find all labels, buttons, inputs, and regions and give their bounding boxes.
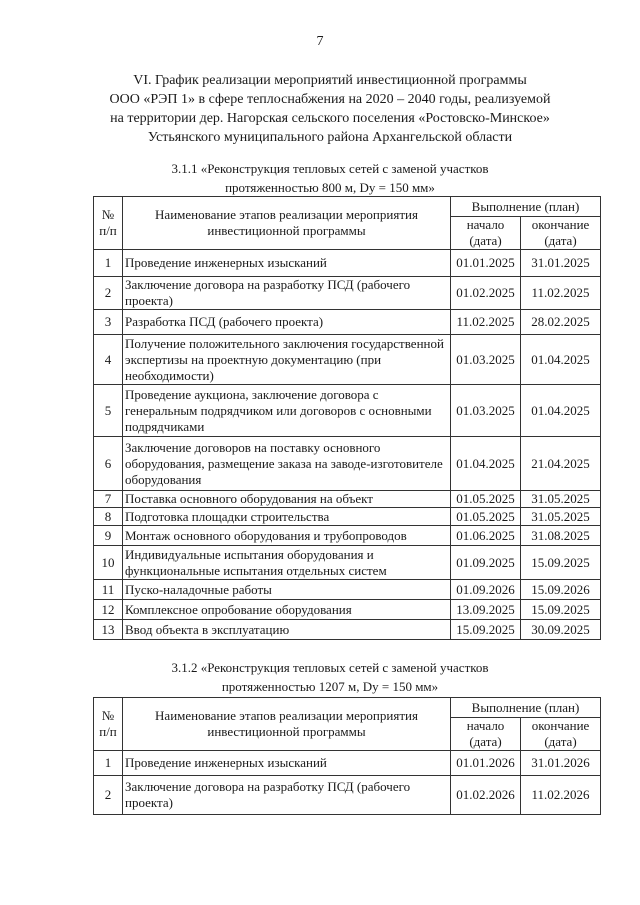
table-row	[94, 437, 601, 491]
row-number: 12	[94, 600, 123, 620]
header-num: № п/п	[94, 197, 123, 250]
table-row	[94, 335, 601, 385]
start-date: 01.09.2026	[451, 580, 521, 600]
start-date: 01.02.2026	[451, 776, 521, 815]
start-date: 01.03.2025	[451, 385, 521, 437]
table-row	[94, 250, 601, 277]
start-date: 01.03.2025	[451, 335, 521, 385]
row-number: 6	[94, 437, 123, 491]
title-line: на территории дер. Нагорская сельского поселения «Ростовско-Минское»	[110, 111, 550, 126]
stage-name: Заключение договора на разработку ПСД (рабочего проекта)	[123, 776, 451, 815]
stage-name: Пуско-наладочные работы	[123, 580, 451, 600]
row-number: 2	[94, 277, 123, 310]
start-date: 11.02.2025	[451, 310, 521, 335]
title-line: Устьянского муниципального района Архангельской области	[147, 130, 513, 145]
end-date: 01.04.2025	[521, 385, 601, 437]
start-date: 15.09.2025	[451, 620, 521, 640]
table-row	[94, 508, 601, 526]
header-row	[94, 698, 601, 718]
stage-name: Монтаж основного оборудования и трубопроводов	[123, 526, 451, 546]
stage-name: Комплексное опробование оборудования	[123, 600, 451, 620]
row-number: 8	[94, 508, 123, 526]
end-date: 31.01.2025	[521, 250, 601, 277]
header-start: начало (дата)	[451, 718, 521, 751]
title-line: ООО «РЭП 1» в сфере теплоснабжения на 2020 – 2040 годы, реализуемой	[109, 92, 551, 107]
table-row	[94, 580, 601, 600]
end-date: 11.02.2025	[521, 277, 601, 310]
header-name: Наименование этапов реализации мероприятия инвестиционной программы	[123, 197, 451, 250]
stage-name: Индивидуальные испытания оборудования и функциональные испытания отдельных систем	[123, 546, 451, 580]
title-line: VI. График реализации мероприятий инвестиционной программы	[133, 73, 527, 88]
end-date: 15.09.2025	[521, 600, 601, 620]
start-date: 01.01.2026	[451, 751, 521, 776]
stage-name: Разработка ПСД (рабочего проекта)	[123, 310, 451, 335]
table-row	[94, 600, 601, 620]
row-number: 3	[94, 310, 123, 335]
header-end: окончание (дата)	[521, 217, 601, 250]
page-number: 7	[316, 34, 324, 49]
caption-line: протяженностью 800 м, Dy = 150 мм»	[225, 180, 435, 195]
end-date: 01.04.2025	[521, 335, 601, 385]
end-date: 31.05.2025	[521, 491, 601, 508]
stage-name: Подготовка площадки строительства	[123, 508, 451, 526]
end-date: 21.04.2025	[521, 437, 601, 491]
row-number: 1	[94, 250, 123, 277]
header-end: окончание (дата)	[521, 718, 601, 751]
header-name: Наименование этапов реализации мероприятия инвестиционной программы	[123, 698, 451, 751]
stage-name: Заключение договоров на поставку основного оборудования, размещение заказа на заводе-изготовителе оборудования	[123, 437, 451, 491]
table-row	[94, 526, 601, 546]
header-start: начало (дата)	[451, 217, 521, 250]
schedule-table-2	[93, 697, 601, 815]
table-row	[94, 620, 601, 640]
row-number: 7	[94, 491, 123, 508]
stage-name: Проведение инженерных изысканий	[123, 250, 451, 277]
header-execution: Выполнение (план)	[451, 698, 601, 718]
end-date: 31.05.2025	[521, 508, 601, 526]
start-date: 01.05.2025	[451, 508, 521, 526]
row-number: 13	[94, 620, 123, 640]
table-caption-1	[60, 159, 600, 197]
table-row	[94, 310, 601, 335]
caption-line: 3.1.2 «Реконструкция тепловых сетей с заменой участков	[171, 660, 489, 675]
table-row	[94, 385, 601, 437]
header-execution: Выполнение (план)	[451, 197, 601, 217]
start-date: 13.09.2025	[451, 600, 521, 620]
section-title	[60, 71, 600, 147]
start-date: 01.02.2025	[451, 277, 521, 310]
end-date: 31.01.2026	[521, 751, 601, 776]
row-number: 4	[94, 335, 123, 385]
row-number: 1	[94, 751, 123, 776]
stage-name: Ввод объекта в эксплуатацию	[123, 620, 451, 640]
end-date: 11.02.2026	[521, 776, 601, 815]
end-date: 15.09.2026	[521, 580, 601, 600]
start-date: 01.04.2025	[451, 437, 521, 491]
row-number: 9	[94, 526, 123, 546]
table-row	[94, 776, 601, 815]
caption-line: протяженностью 1207 м, Dy = 150 мм»	[221, 679, 439, 694]
end-date: 31.08.2025	[521, 526, 601, 546]
caption-line: 3.1.1 «Реконструкция тепловых сетей с заменой участков	[171, 161, 489, 176]
table-row	[94, 751, 601, 776]
header-num: № п/п	[94, 698, 123, 751]
row-number: 5	[94, 385, 123, 437]
start-date: 01.09.2025	[451, 546, 521, 580]
table-row	[94, 491, 601, 508]
start-date: 01.01.2025	[451, 250, 521, 277]
stage-name: Заключение договора на разработку ПСД (рабочего проекта)	[123, 277, 451, 310]
stage-name: Проведение инженерных изысканий	[123, 751, 451, 776]
stage-name: Проведение аукциона, заключение договора с генеральным подрядчиком или договоров с основными подрядчиками	[123, 385, 451, 437]
header-row	[94, 197, 601, 217]
start-date: 01.05.2025	[451, 491, 521, 508]
row-number: 10	[94, 546, 123, 580]
table-caption-2	[60, 658, 600, 696]
end-date: 28.02.2025	[521, 310, 601, 335]
schedule-table-1	[93, 196, 601, 640]
end-date: 15.09.2025	[521, 546, 601, 580]
row-number: 11	[94, 580, 123, 600]
row-number: 2	[94, 776, 123, 815]
end-date: 30.09.2025	[521, 620, 601, 640]
stage-name: Поставка основного оборудования на объект	[123, 491, 451, 508]
start-date: 01.06.2025	[451, 526, 521, 546]
table-row	[94, 546, 601, 580]
stage-name: Получение положительного заключения государственной экспертизы на проектную документацию (при необходимости)	[123, 335, 451, 385]
table-row	[94, 277, 601, 310]
